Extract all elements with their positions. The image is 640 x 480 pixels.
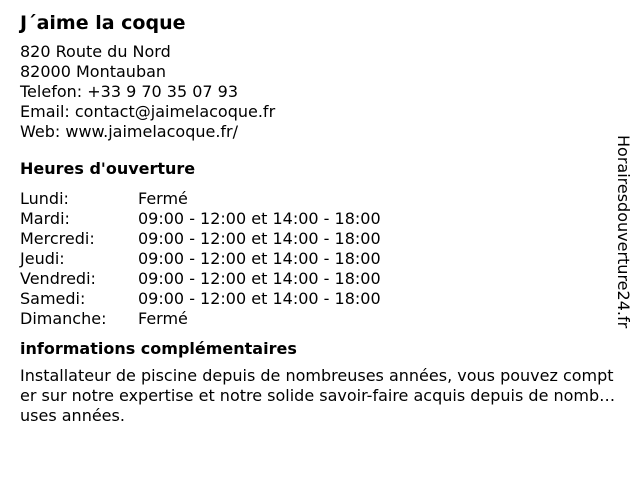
time-value: 09:00 - 12:00 et 14:00 - 18:00 — [138, 289, 381, 308]
hours-row-wednesday — [20, 229, 610, 249]
opening-hours-table — [20, 189, 610, 329]
street-address: 820 Route du Nord — [20, 42, 171, 61]
business-description: Installateur de piscine depuis de nombreuses années, vous pouvez compter sur notre expertise et notre solide savoir-faire acquis depuis de nombreuses années. — [20, 366, 616, 425]
additional-info-heading: informations complémentaires — [20, 339, 297, 358]
hours-row-monday — [20, 189, 610, 209]
hours-row-friday — [20, 269, 610, 289]
day-label: Dimanche: — [20, 309, 107, 328]
hours-row-sunday — [20, 309, 610, 329]
site-watermark: Horairesdouverture24.fr — [614, 135, 633, 329]
business-name: J´aime la coque — [20, 12, 186, 34]
phone-number: Telefon: +33 9 70 35 07 93 — [20, 82, 239, 101]
time-value: 09:00 - 12:00 et 14:00 - 18:00 — [138, 269, 381, 288]
day-label: Mercredi: — [20, 229, 95, 248]
day-label: Jeudi: — [20, 249, 65, 268]
contact-block — [20, 42, 610, 142]
time-value: 09:00 - 12:00 et 14:00 - 18:00 — [138, 209, 381, 228]
hours-row-thursday — [20, 249, 610, 269]
time-value: Fermé — [138, 189, 188, 208]
day-label: Mardi: — [20, 209, 70, 228]
hours-row-tuesday — [20, 209, 610, 229]
time-value: 09:00 - 12:00 et 14:00 - 18:00 — [138, 249, 381, 268]
day-label: Samedi: — [20, 289, 86, 308]
business-card — [20, 10, 616, 425]
time-value: 09:00 - 12:00 et 14:00 - 18:00 — [138, 229, 381, 248]
day-label: Vendredi: — [20, 269, 96, 288]
day-label: Lundi: — [20, 189, 69, 208]
city-postcode: 82000 Montauban — [20, 62, 167, 81]
time-value: Fermé — [138, 309, 188, 328]
opening-hours-heading: Heures d'ouverture — [20, 159, 196, 178]
hours-row-saturday — [20, 289, 610, 309]
website: Web: www.jaimelacoque.fr/ — [20, 122, 239, 141]
email-address: Email: contact@jaimelacoque.fr — [20, 102, 276, 121]
